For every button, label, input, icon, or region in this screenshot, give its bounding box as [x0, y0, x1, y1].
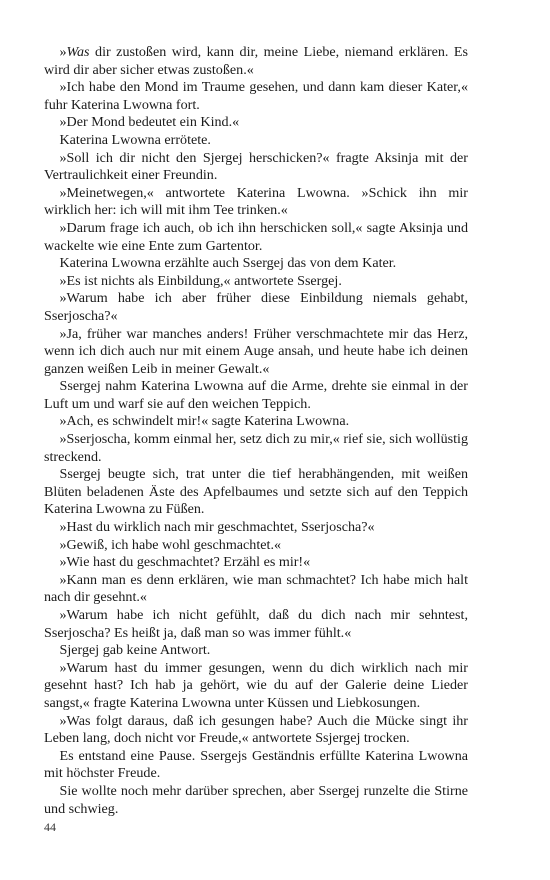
paragraph-24: Sie wollte noch mehr darüber sprechen, aber Ssergej runzelte die Stirne und schwieg.	[44, 782, 468, 817]
paragraph-12: »Ach, es schwindelt mir!« sagte Katerina Lwowna.	[59, 413, 350, 430]
paragraph-13: »Sserjoscha, komm einmal her, setz dich zu mir,« rief sie, sich wollüstig streckend.	[44, 431, 468, 465]
paragraph-6: »Darum frage ich auch, ob ich ihn herschicken soll,« sagte Aksinja und wackelte wie eine Ente zum Gartentor.	[44, 219, 468, 254]
paragraph-23: Es entstand eine Pause. Ssergejs Geständnis erfüllte Katerina Lwowna mit höchster Freude.	[44, 747, 468, 782]
opening-quote: »	[59, 44, 67, 60]
page-text-block	[44, 44, 468, 818]
paragraph-0	[44, 44, 468, 79]
paragraph-22: »Was folgt daraus, daß ich gesungen habe? Auch die Mücke singt ihr Leben lang, doch nicht vor Freude,« antwortete Ssjergej trocken.	[44, 712, 468, 747]
paragraph-18: »Kann man es denn erklären, wie man schmachtet? Ich habe mich halt nach dir gesehnt.«	[44, 571, 468, 606]
paragraph-15: »Hast du wirklich nach mir geschmachtet, Sserjoscha?«	[59, 519, 375, 536]
paragraph-3: Katerina Lwowna errötete.	[59, 131, 211, 148]
paragraph-7: Katerina Lwowna erzählte auch Ssergej das von dem Kater.	[59, 255, 397, 272]
page-number: 44	[44, 820, 56, 834]
paragraph-2: »Der Mond bedeutet ein Kind.«	[59, 114, 240, 131]
paragraph-8: »Es ist nichts als Einbildung,« antwortete Ssergej.	[59, 272, 342, 289]
paragraph-5: »Meinetwegen,« antwortete Katerina Lwowna. »Schick ihn mir wirklich her: ich will mit ihm Tee trinken.«	[44, 184, 468, 219]
paragraph-14: Ssergej beugte sich, trat unter die tief herabhängenden, mit weißen Blüten beladenen Äste des Apfelbaumes und setzte sich auf den Teppich Katerina Lwowna zu Füßen.	[44, 466, 468, 518]
paragraph-17: »Wie hast du geschmachtet? Erzähl es mir!«	[59, 554, 311, 571]
paragraph-19: »Warum habe ich nicht gefühlt, daß du dich nach mir sehntest, Sserjoscha? Es heißt ja, daß man so was immer fühlt.«	[44, 607, 468, 641]
paragraph-text: dir zustoßen wird, kann dir, meine Liebe, niemand erklären. Es wird dir aber sicher etwas zustoßen.«	[44, 44, 468, 78]
paragraph-21: »Warum hast du immer gesungen, wenn du dich wirklich nach mir gesehnt hast? Ich hab ja gehört, wie du auf der Galerie deine Lieder sangst,« fragte Katerina Lwowna unter Küssen und Liebkosungen.	[44, 659, 468, 711]
paragraph-16: »Gewiß, ich habe wohl geschmachtet.«	[59, 536, 282, 553]
paragraph-1: »Ich habe den Mond im Traume gesehen, und dann kam dieser Kater,« fuhr Katerina Lwowna fort.	[44, 79, 468, 113]
paragraph-9: »Warum habe ich aber früher diese Einbildung niemals gehabt, Sserjoscha?«	[44, 290, 468, 324]
paragraph-20: Sjergej gab keine Antwort.	[59, 642, 211, 659]
paragraph-10: »Ja, früher war manches anders! Früher verschmachtete mir das Herz, wenn ich dich auch nur mit einem Auge ansah, und heute habe ich deinen ganzen weißen Leib in meiner Gewalt.«	[44, 325, 468, 377]
emphasized-word: Was	[66, 44, 90, 60]
paragraph-11: Ssergej nahm Katerina Lwowna auf die Arme, drehte sie einmal in der Luft um und warf sie auf den weichen Teppich.	[44, 378, 468, 412]
paragraph-4: »Soll ich dir nicht den Sjergej herschicken?« fragte Aksinja mit der Vertraulichkeit einer Freundin.	[44, 149, 468, 184]
